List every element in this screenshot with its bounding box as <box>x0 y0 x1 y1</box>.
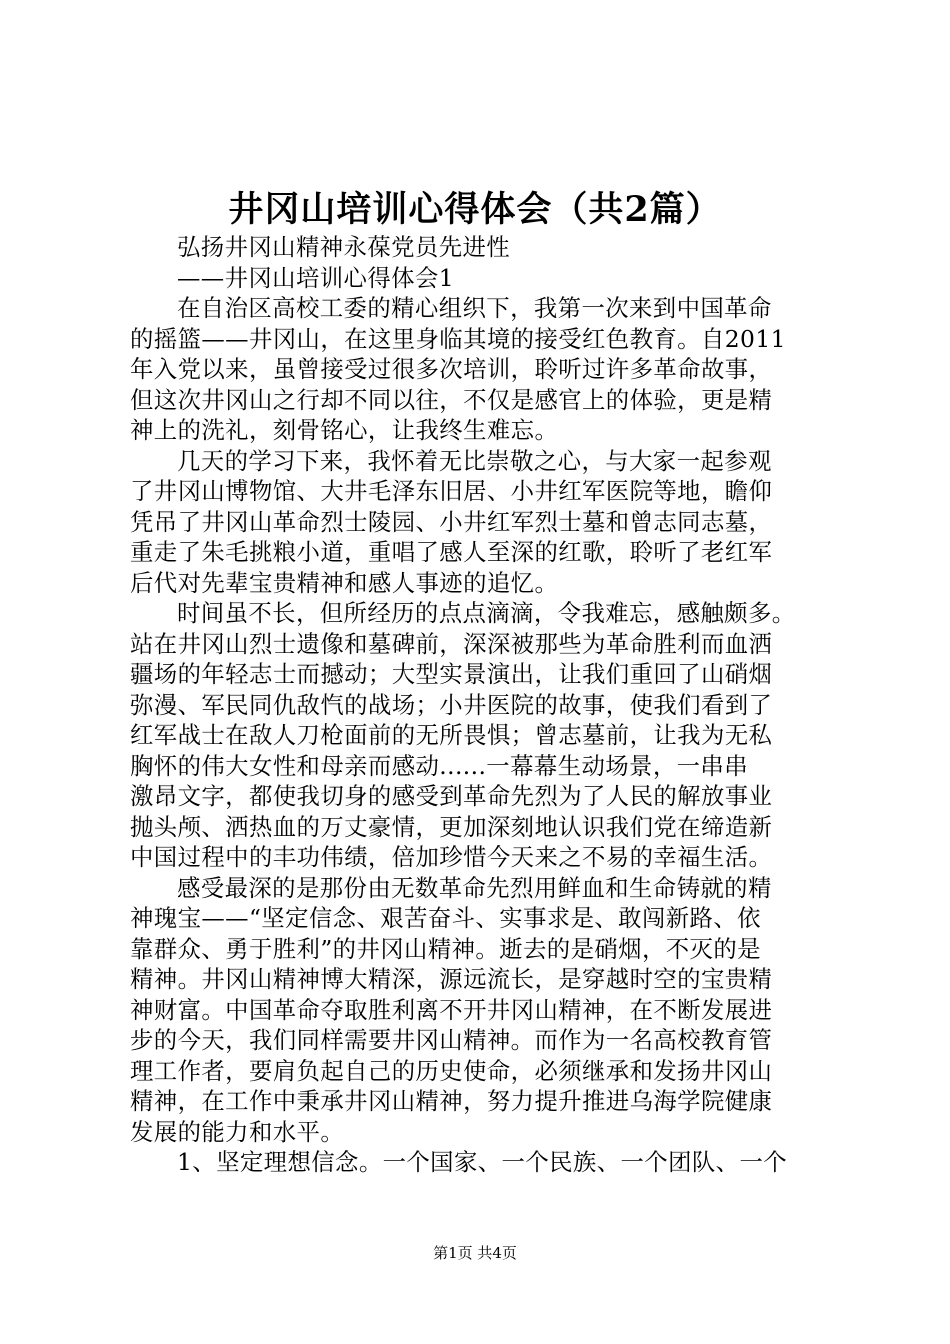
paragraph-line: 精神，在工作中秉承井冈山精神，努力提升推进乌海学院健康 <box>130 1087 773 1115</box>
paragraph-line: 了井冈山博物馆、大井毛泽东旧居、小井红军医院等地，瞻仰 <box>130 477 773 505</box>
document-title: 井冈山培训心得体会（共2篇） <box>228 189 722 230</box>
paragraph-line: 年入党以来，虽曾接受过很多次培训，聆听过许多革命故事， <box>130 355 773 383</box>
subtitle-line: ——井冈山培训心得体会1 <box>177 263 454 292</box>
paragraph-line: 凭吊了井冈山革命烈士陵园、小井红军烈士墓和曾志同志墓， <box>130 507 773 536</box>
paragraph-line: 神财富。中国革命夺取胜利离不开井冈山精神，在不断发展进 <box>130 995 773 1024</box>
paragraph-line: 理工作者，要肩负起自己的历史使命，必须继承和发扬井冈山 <box>130 1056 773 1085</box>
paragraph-line: 弥漫、军民同仇敌忾的战场；小井医院的故事，使我们看到了 <box>130 690 773 719</box>
paragraph-line: 站在井冈山烈士遗像和墓碑前，深深被那些为革命胜利而血洒 <box>130 629 773 658</box>
paragraph-line: 感受最深的是那份由无数革命先烈用鲜血和生命铸就的精 <box>177 873 772 902</box>
paragraph-line: 疆场的年轻志士而撼动；大型实景演出，让我们重回了山硝烟 <box>130 660 773 688</box>
paragraph-line: 发展的能力和水平。 <box>130 1117 345 1146</box>
paragraph-line: 抛头颅、洒热血的万丈豪情，更加深刻地认识我们党在缔造新 <box>130 812 773 841</box>
paragraph-line: 精神。井冈山精神博大精深，源远流长，是穿越时空的宝贵精 <box>130 965 773 993</box>
paragraph-line: 的摇篮——井冈山，在这里身临其境的接受红色教育。自2011 <box>130 324 786 353</box>
paragraph-line: 时间虽不长，但所经历的点点滴滴，令我难忘，感触颇多。 <box>177 599 796 627</box>
paragraph-line: 1、坚定理想信念。一个国家、一个民族、一个团队、一个 <box>177 1148 788 1176</box>
document-body <box>130 232 830 1178</box>
paragraph-line: 靠群众、勇于胜利”的井冈山精神。逝去的是硝烟，不灭的是 <box>130 934 761 963</box>
paragraph-line: 重走了朱毛挑粮小道，重唱了感人至深的红歌，聆听了老红军 <box>130 538 773 566</box>
paragraph-line: 胸怀的伟大女性和母亲而感动......一幕幕生动场景，一串串 <box>130 751 748 780</box>
paragraph-line: 神上的洗礼，刻骨铭心，让我终生难忘。 <box>130 416 559 444</box>
paragraph-line: 后代对先辈宝贵精神和感人事迹的追忆。 <box>130 568 559 597</box>
paragraph-line: 激昂文字，都使我切身的感受到革命先烈为了人民的解放事业 <box>130 782 773 810</box>
page-footer: 第1页 共4页 <box>433 1244 517 1262</box>
paragraph-line: 在自治区高校工委的精心组织下，我第一次来到中国革命 <box>177 294 772 322</box>
paragraph-line: 中国过程中的丰功伟绩，倍加珍惜今天来之不易的幸福生活。 <box>130 843 773 871</box>
paragraph-line: 但这次井冈山之行却不同以往，不仅是感官上的体验，更是精 <box>130 385 773 414</box>
paragraph-line: 红军战士在敌人刀枪面前的无所畏惧；曾志墓前，让我为无私 <box>130 721 773 749</box>
paragraph-line: 步的今天，我们同样需要井冈山精神。而作为一名高校教育管 <box>130 1026 773 1054</box>
subtitle-line: 弘扬井冈山精神永葆党员先进性 <box>177 233 511 261</box>
paragraph-line: 几天的学习下来，我怀着无比崇敬之心，与大家一起参观 <box>177 446 772 475</box>
paragraph-line: 神瑰宝——“坚定信念、艰苦奋斗、实事求是、敢闯新路、依 <box>130 904 761 932</box>
